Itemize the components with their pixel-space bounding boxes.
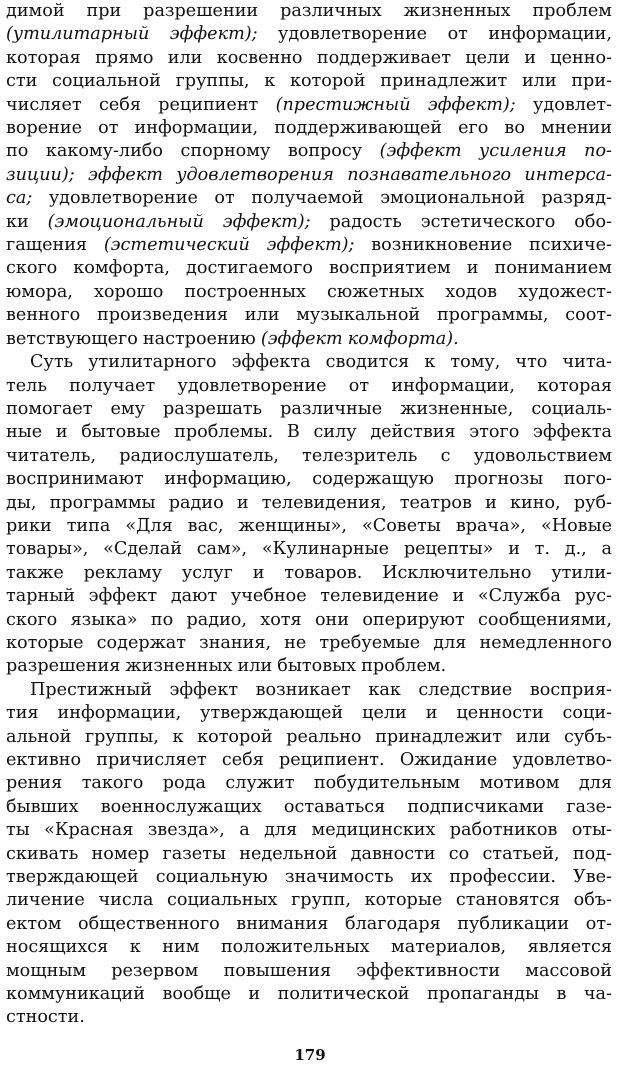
paragraph <box>6 679 612 1030</box>
text-line <box>6 983 612 1006</box>
text-run: бывших военнослужащих оставаться подписчиками газе- <box>6 796 612 817</box>
text-run: по какому-либо спорному вопросу <box>6 141 380 162</box>
text-line <box>6 94 612 117</box>
text-line <box>6 632 612 655</box>
text-run: ектом общественного внимания благодаря публикации от- <box>6 913 612 934</box>
italic-term: (престижный эффект); <box>275 94 516 115</box>
text-line <box>6 351 612 374</box>
italic-term: (эффект усиления по- <box>379 141 612 162</box>
text-run: тверждающей социальную значимость их профессии. Уве- <box>6 867 612 888</box>
text-line <box>6 0 612 23</box>
text-run: радость эстетического обо- <box>310 211 612 232</box>
text-line <box>6 445 612 468</box>
text-run: разрешения жизненных или бытовых проблем. <box>6 656 447 677</box>
text-line <box>6 140 612 163</box>
text-run: стности. <box>6 1007 85 1028</box>
text-run: ты «Красная звезда», а для медицинских работников оты- <box>6 820 612 841</box>
text-run: воспринимают информацию, содержащую прогнозы пого- <box>6 469 612 490</box>
text-run: удовлет- <box>515 94 612 115</box>
text-line <box>6 772 612 795</box>
text-run: возникновение психиче- <box>354 235 612 256</box>
text-run: мощным резервом повышения эффективности массовой <box>6 960 612 981</box>
text-line <box>6 211 612 234</box>
text-line <box>6 281 612 304</box>
text-run: гащения <box>6 235 104 256</box>
text-line <box>6 679 612 702</box>
text-line <box>6 819 612 842</box>
text-line <box>6 375 612 398</box>
text-run: числяет себя реципиент <box>6 94 276 115</box>
text-run: Суть утилитарного эффекта сводится к тому, что чита- <box>30 352 612 373</box>
text-run: тарный эффект дают учебное телевидение и «Служба рус- <box>6 586 612 607</box>
text-line <box>6 609 612 632</box>
text-run: ективно причисляет себя реципиент. Ожидание удовлетво- <box>6 750 612 770</box>
text-line <box>6 936 612 959</box>
text-line <box>6 726 612 749</box>
text-run: ки <box>6 211 48 232</box>
text-run: тия информации, утверждающей цели и ценности соци- <box>6 703 612 724</box>
text-run: ского языка» по радио, хотя они оперируют сообщениями, <box>6 609 612 630</box>
text-run: сти социальной группы, к которой принадлежит или при- <box>6 71 612 92</box>
text-line <box>6 843 612 866</box>
page-number: 179 <box>294 1046 326 1064</box>
text-line <box>6 70 612 93</box>
text-line <box>6 702 612 725</box>
text-run: коммуникаций вообще и политической пропаганды в ча- <box>6 984 612 1005</box>
text-run: ворение от информации, поддерживающей его во мнении <box>6 118 612 139</box>
italic-term: (эстетический эффект); <box>103 235 355 256</box>
text-run: альной группы, к которой реально принадлежит или субъ- <box>6 726 612 747</box>
text-line <box>6 585 612 608</box>
text-run: которые содержат знания, не требуемые для немедленного <box>6 632 612 653</box>
text-line <box>6 117 612 140</box>
text-line <box>6 538 612 561</box>
text-run: читатель, радиослушатель, телезритель с удовольствием <box>6 445 612 466</box>
text-column <box>6 0 612 1030</box>
italic-term: (эффект комфорта). <box>260 328 459 349</box>
text-run: носящихся к ним положительных материалов, является <box>6 937 612 958</box>
text-run: димой при разрешении различных жизненных проблем <box>6 1 612 21</box>
italic-term: са; <box>6 188 33 209</box>
italic-term: (утилитарный эффект); <box>6 24 258 45</box>
text-line <box>6 866 612 889</box>
text-run: удовлетворение от получаемой эмоциональной разряд- <box>32 188 612 209</box>
text-run: венного произведения или музыкальной программы, соот- <box>6 305 612 326</box>
text-line <box>6 234 612 257</box>
text-run: скивать номер газеты недельной давности со статьей, под- <box>6 843 612 864</box>
text-line <box>6 257 612 280</box>
text-line <box>6 515 612 538</box>
text-line <box>6 913 612 936</box>
text-run: удовлетворение от информации, <box>257 24 612 45</box>
text-line <box>6 164 612 187</box>
text-run: ные и бытовые проблемы. В силу действия этого эффекта <box>6 422 612 443</box>
text-line <box>6 304 612 327</box>
text-line <box>6 562 612 585</box>
text-run: юмора, хорошо построенных сюжетных ходов художест- <box>6 281 612 302</box>
text-run: личение числа социальных групп, которые становятся объ- <box>6 890 612 911</box>
text-run: также рекламу услуг и товаров. Исключительно утили- <box>6 562 612 583</box>
text-run: товары», «Сделай сам», «Кулинарные рецепты» и т. д., а <box>6 539 612 560</box>
italic-term: зиции); эффект удовлетворения познавательного интерса- <box>6 164 612 185</box>
paragraph <box>6 351 612 679</box>
text-line <box>6 749 612 772</box>
text-run: помогает ему разрешать различные жизненные, социаль- <box>6 398 612 419</box>
text-run: Престижный эффект возникает как следствие восприя- <box>30 679 612 700</box>
text-line <box>6 655 612 678</box>
text-line <box>6 796 612 819</box>
text-run: ветствующего настроению <box>6 328 261 349</box>
text-line <box>6 492 612 515</box>
text-line <box>6 960 612 983</box>
text-line <box>6 23 612 46</box>
text-run: рики типа «Для вас, женщины», «Советы врача», «Новые <box>6 515 612 536</box>
text-line <box>6 398 612 421</box>
text-run: которая прямо или косвенно поддерживает цели и ценно- <box>6 47 612 68</box>
text-run: рения такого рода служит побудительным мотивом для <box>6 773 612 794</box>
text-run: ского комфорта, достигаемого восприятием и пониманием <box>6 258 612 279</box>
text-line <box>6 47 612 70</box>
text-line <box>6 889 612 912</box>
paragraph <box>6 0 612 351</box>
text-line <box>6 468 612 491</box>
text-line <box>6 328 612 351</box>
text-run: ды, программы радио и телевидения, театров и кино, руб- <box>6 492 612 513</box>
text-line <box>6 187 612 210</box>
italic-term: (эмоциональный эффект); <box>47 211 311 232</box>
text-line <box>6 1006 612 1029</box>
text-line <box>6 421 612 444</box>
text-run: тель получает удовлетворение от информации, которая <box>6 375 612 396</box>
page-body <box>6 0 612 1030</box>
